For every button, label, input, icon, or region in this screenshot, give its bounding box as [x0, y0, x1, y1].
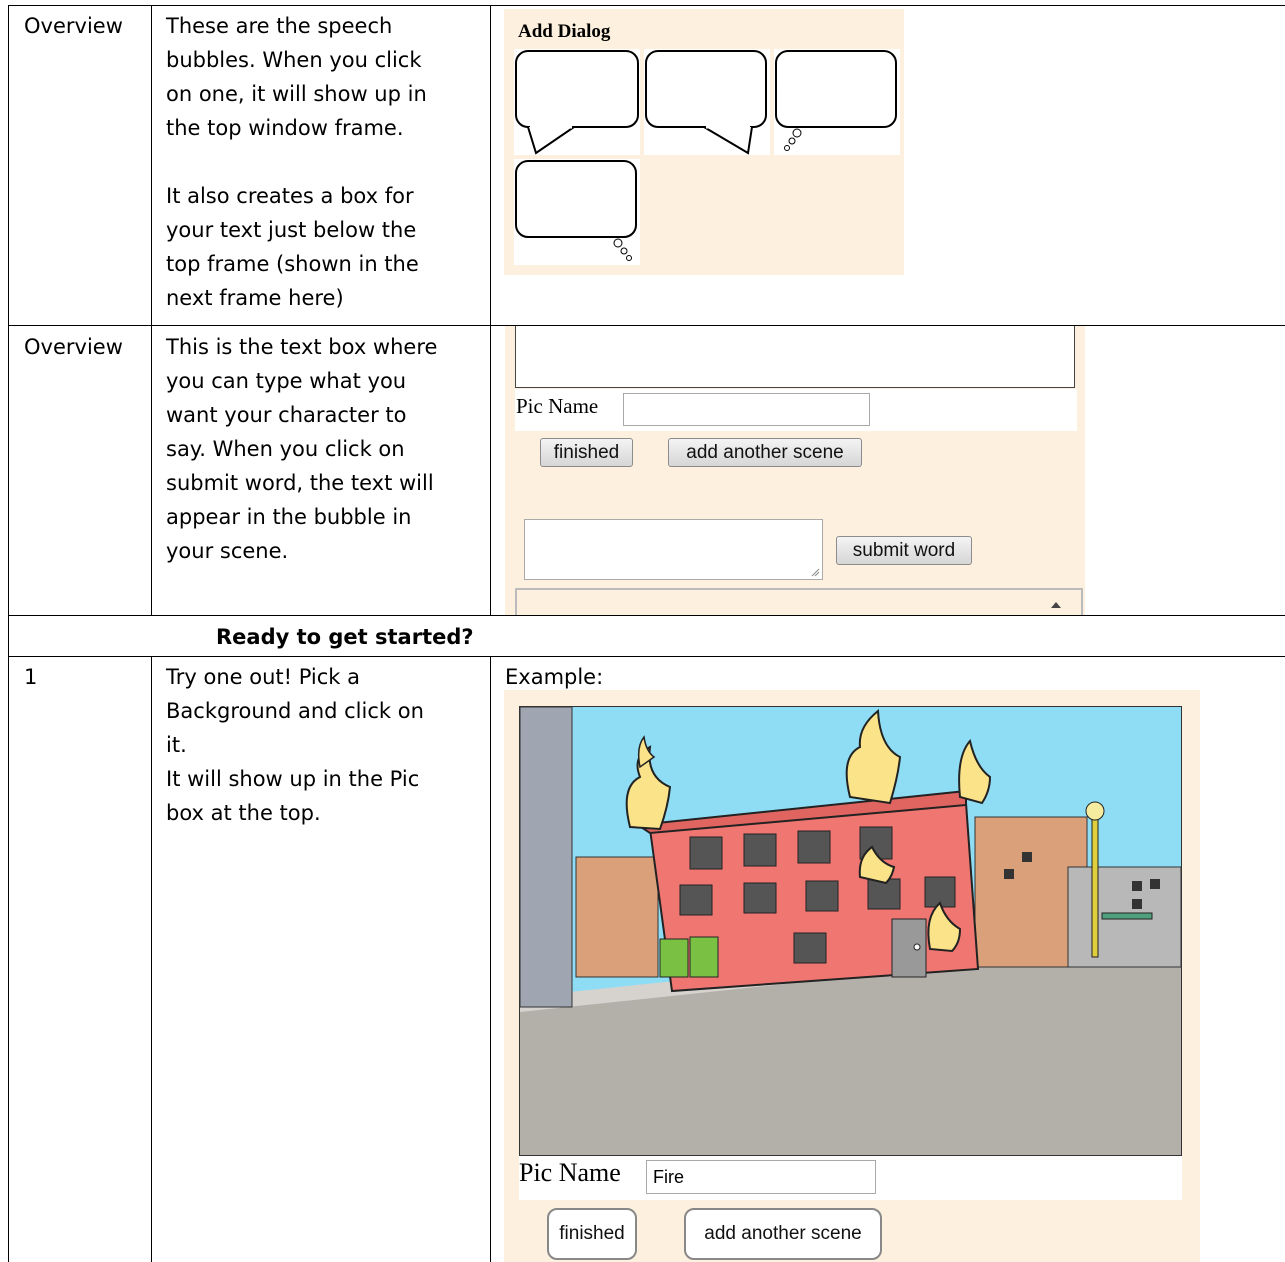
fire-scene-image[interactable] [520, 707, 1181, 1155]
textbox-panel [505, 326, 1085, 615]
table-border-left [8, 5, 9, 1262]
example-finished-button[interactable]: finished [547, 1208, 637, 1260]
section-heading: Ready to get started? [216, 625, 474, 649]
row3-label: 1 [24, 665, 38, 689]
row3-description: Try one out! Pick a Background and click on it. It will show up in the Pic box at the top. [166, 665, 424, 825]
add-another-scene-button[interactable]: add another scene [668, 438, 862, 467]
column-divider-1b [151, 656, 152, 1262]
finished-button[interactable]: finished [540, 438, 633, 467]
column-divider-2b [490, 656, 491, 1262]
speech-bubble-left-icon [514, 49, 640, 155]
speech-bubble-left-tail-button[interactable] [514, 49, 640, 155]
submit-word-button[interactable]: submit word [836, 536, 972, 565]
output-box [515, 588, 1083, 615]
row-divider-2 [8, 615, 1285, 616]
scene-frame [519, 706, 1182, 1156]
column-divider-1 [151, 5, 152, 615]
add-dialog-title: Add Dialog [518, 21, 611, 42]
table-border-top [8, 5, 1285, 6]
scene-frame-bottom [515, 326, 1075, 388]
row1-description: These are the speech bubbles. When you click on one, it will show up in the top window frame. It also creates a box for your text just below the top frame (shown in the next frame here) [166, 14, 427, 310]
pic-name-label: Pic Name [516, 394, 599, 418]
thought-bubble-left-icon [774, 49, 900, 155]
example-heading: Example: [505, 665, 604, 689]
example-pic-name-label: Pic Name [519, 1158, 621, 1187]
thought-bubble-right-icon [514, 159, 640, 265]
speech-bubble-right-icon [644, 49, 770, 155]
scroll-up-arrow-icon[interactable] [1051, 602, 1061, 608]
row2-description: This is the text box where you can type what you want your character to say. When you click on submit word, the text will appear in the bubble in your scene. [166, 335, 438, 563]
example-panel [504, 690, 1200, 1262]
add-dialog-panel [504, 9, 904, 275]
example-pic-name-input[interactable] [646, 1160, 876, 1194]
column-divider-2 [490, 5, 491, 615]
thought-bubble-right-button[interactable] [514, 159, 640, 265]
pic-name-input[interactable] [623, 393, 870, 426]
example-add-another-scene-button[interactable]: add another scene [684, 1208, 882, 1260]
row2-label: Overview [24, 335, 123, 359]
word-textarea[interactable] [524, 519, 823, 580]
row1-label: Overview [24, 14, 123, 38]
thought-bubble-left-button[interactable] [774, 49, 900, 155]
example-pic-name-value: Fire [653, 1167, 684, 1187]
row-divider-3 [8, 656, 1285, 657]
speech-bubble-right-tail-button[interactable] [644, 49, 770, 155]
resize-handle-icon[interactable] [810, 567, 820, 577]
